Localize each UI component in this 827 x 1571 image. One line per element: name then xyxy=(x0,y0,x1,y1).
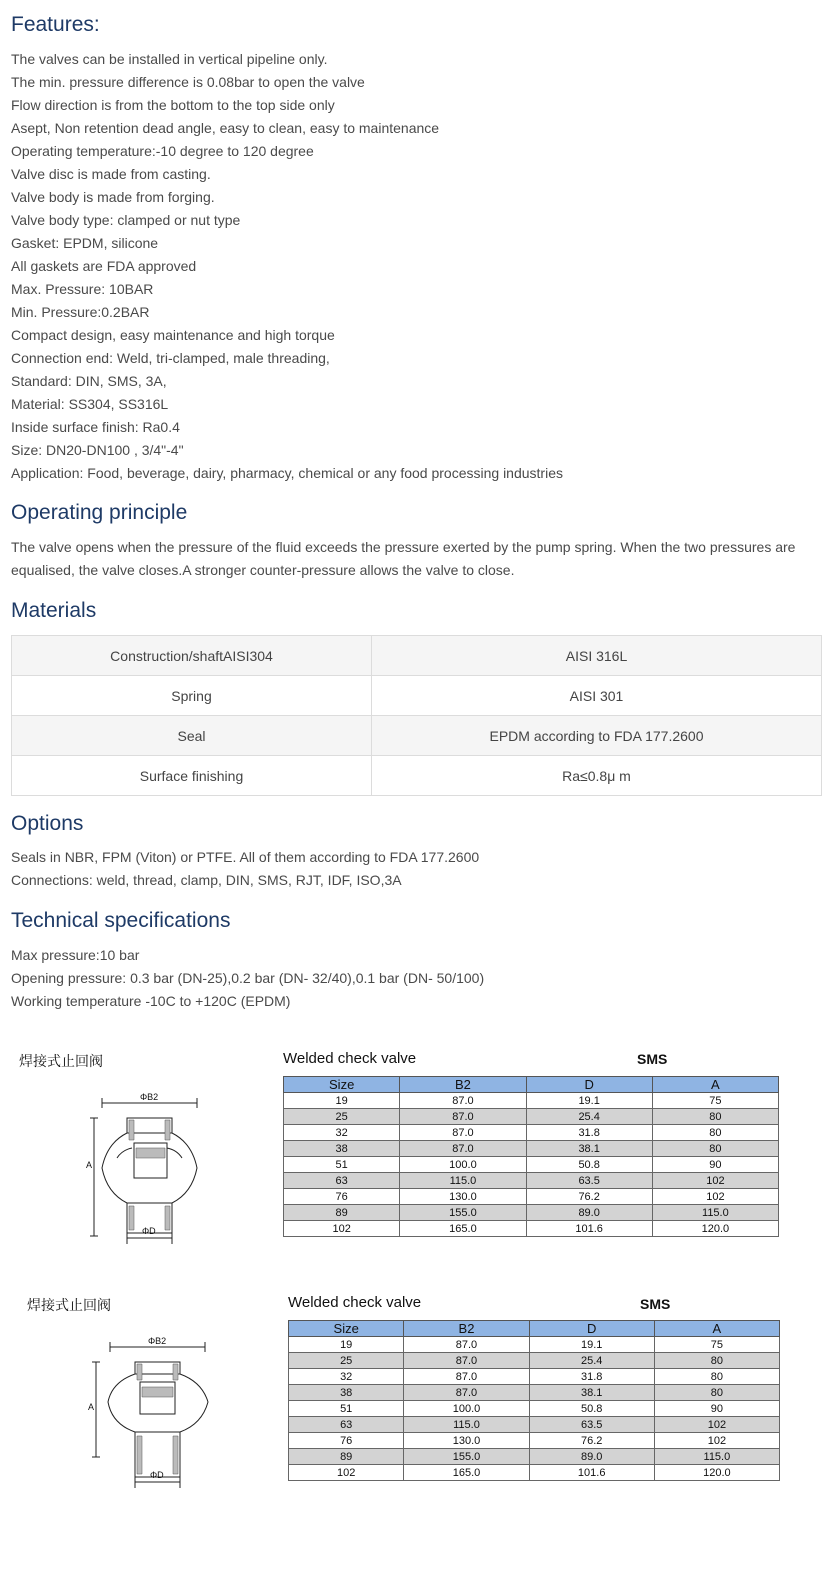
cell: 19 xyxy=(284,1093,400,1109)
cell: 76.2 xyxy=(529,1433,654,1449)
operating-title: Operating principle xyxy=(11,501,188,524)
feature-item: Flow direction is from the bottom to the top side only xyxy=(11,97,335,113)
table-row xyxy=(289,1433,780,1449)
cell: 80 xyxy=(654,1369,779,1385)
cell: 80 xyxy=(652,1141,778,1157)
cell: 130.0 xyxy=(400,1189,526,1205)
cell: 101.6 xyxy=(529,1465,654,1481)
cell: 87.0 xyxy=(404,1353,529,1369)
options-list xyxy=(11,846,479,892)
cell: 115.0 xyxy=(404,1417,529,1433)
cell: 51 xyxy=(289,1401,404,1417)
table-title: Welded check valve xyxy=(288,1294,422,1311)
cell: 89.0 xyxy=(529,1449,654,1465)
cn-label: 焊接式止回阀 xyxy=(19,1054,103,1070)
materials-title: Materials xyxy=(11,599,97,622)
cell: 63.5 xyxy=(529,1417,654,1433)
feature-item: The valves can be installed in vertical pipeline only. xyxy=(11,51,328,67)
cell: 102 xyxy=(652,1173,778,1189)
feature-item: The min. pressure difference is 0.08bar to open the valve xyxy=(11,74,365,90)
cell: 87.0 xyxy=(400,1093,526,1109)
cell: 101.6 xyxy=(526,1221,652,1237)
dim-d-label: ΦD xyxy=(142,1226,156,1236)
cell: 80 xyxy=(652,1109,778,1125)
cell: 76.2 xyxy=(526,1189,652,1205)
cell: 19.1 xyxy=(529,1337,654,1353)
materials-table xyxy=(11,635,822,796)
cell: 76 xyxy=(289,1433,404,1449)
feature-item: Gasket: EPDM, silicone xyxy=(11,235,159,251)
tech-item: Max pressure:10 bar xyxy=(11,947,140,963)
material-value: AISI 301 xyxy=(372,676,822,716)
cell: 100.0 xyxy=(404,1401,529,1417)
cell: 63 xyxy=(284,1173,400,1189)
cell: 102 xyxy=(652,1189,778,1205)
cell: 87.0 xyxy=(400,1141,526,1157)
feature-item: Compact design, easy maintenance and high torque xyxy=(11,327,335,343)
material-value: EPDM according to FDA 177.2600 xyxy=(372,716,822,756)
option-item: Seals in NBR, FPM (Viton) or PTFE. All of them according to FDA 177.2600 xyxy=(11,849,480,865)
table-row xyxy=(289,1385,780,1401)
feature-item: Application: Food, beverage, dairy, pharmacy, chemical or any food processing industries xyxy=(11,465,563,481)
table-row xyxy=(289,1417,780,1433)
table-title: Welded check valve xyxy=(283,1050,417,1067)
table-row xyxy=(289,1337,780,1353)
cell: 89.0 xyxy=(526,1205,652,1221)
tech-list xyxy=(11,944,484,1013)
material-value: AISI 316L xyxy=(372,636,822,676)
table-header-row xyxy=(284,1077,779,1093)
material-part: Spring xyxy=(12,676,372,716)
table-row xyxy=(289,1369,780,1385)
column-header: A xyxy=(654,1321,779,1337)
cell: 32 xyxy=(289,1369,404,1385)
cell: 75 xyxy=(652,1093,778,1109)
cell: 89 xyxy=(289,1449,404,1465)
cell: 165.0 xyxy=(404,1465,529,1481)
cell: 90 xyxy=(654,1401,779,1417)
valve-drawing xyxy=(72,1088,232,1248)
feature-item: Min. Pressure:0.2BAR xyxy=(11,304,150,320)
cell: 80 xyxy=(654,1385,779,1401)
cell: 63 xyxy=(289,1417,404,1433)
column-header: Size xyxy=(289,1321,404,1337)
table-row xyxy=(284,1221,779,1237)
cell: 25.4 xyxy=(529,1353,654,1369)
column-header: A xyxy=(652,1077,778,1093)
cell: 130.0 xyxy=(404,1433,529,1449)
feature-item: Valve body is made from forging. xyxy=(11,189,215,205)
cell: 102 xyxy=(654,1433,779,1449)
valve-drawing xyxy=(80,1332,240,1492)
cell: 25 xyxy=(289,1353,404,1369)
cell: 32 xyxy=(284,1125,400,1141)
cell: 38 xyxy=(289,1385,404,1401)
cell: 115.0 xyxy=(400,1173,526,1189)
standard-label: SMS xyxy=(637,1051,668,1067)
dim-d-label: ΦD xyxy=(150,1470,164,1480)
operating-text: The valve opens when the pressure of the fluid exceeds the pressure exerted by the pump spring. When the two pressures are equalised, the valve closes.A stronger counter-pressure allows the valve to close. xyxy=(11,539,796,578)
column-header: D xyxy=(526,1077,652,1093)
feature-item: Max. Pressure: 10BAR xyxy=(11,281,154,297)
cell: 115.0 xyxy=(652,1205,778,1221)
cell: 19.1 xyxy=(526,1093,652,1109)
feature-item: Inside surface finish: Ra0.4 xyxy=(11,419,180,435)
cell: 19 xyxy=(289,1337,404,1353)
options-title: Options xyxy=(11,812,84,835)
table-row xyxy=(289,1353,780,1369)
cell: 51 xyxy=(284,1157,400,1173)
cell: 155.0 xyxy=(404,1449,529,1465)
cn-label: 焊接式止回阀 xyxy=(27,1298,111,1314)
feature-item: Material: SS304, SS316L xyxy=(11,396,169,412)
cell: 89 xyxy=(284,1205,400,1221)
cell: 50.8 xyxy=(529,1401,654,1417)
dim-b2-label: ΦB2 xyxy=(148,1336,167,1346)
cell: 76 xyxy=(284,1189,400,1205)
column-header: Size xyxy=(284,1077,400,1093)
material-part: Surface finishing xyxy=(12,756,372,796)
feature-item: Operating temperature:-10 degree to 120 degree xyxy=(11,143,314,159)
cell: 87.0 xyxy=(400,1109,526,1125)
table-row xyxy=(284,1125,779,1141)
table-row xyxy=(289,1401,780,1417)
feature-item: Standard: DIN, SMS, 3A, xyxy=(11,373,167,389)
table-header-row xyxy=(289,1321,780,1337)
column-header: B2 xyxy=(400,1077,526,1093)
material-value: Ra≤0.8μ m xyxy=(372,756,822,796)
dimension-table xyxy=(288,1320,780,1481)
cell: 155.0 xyxy=(400,1205,526,1221)
dim-a-label: A xyxy=(86,1160,93,1170)
material-part: Construction/shaftAISI304 xyxy=(12,636,372,676)
cell: 115.0 xyxy=(654,1449,779,1465)
cell: 38.1 xyxy=(526,1141,652,1157)
dim-a-label: A xyxy=(88,1402,95,1412)
tech-title: Technical specifications xyxy=(11,909,231,932)
feature-item: Asept, Non retention dead angle, easy to clean, easy to maintenance xyxy=(11,120,440,136)
cell: 38.1 xyxy=(529,1385,654,1401)
cell: 165.0 xyxy=(400,1221,526,1237)
table-row xyxy=(289,1465,780,1481)
standard-label: SMS xyxy=(640,1296,671,1312)
table-row xyxy=(284,1141,779,1157)
cell: 87.0 xyxy=(400,1125,526,1141)
feature-item: Size: DN20-DN100 , 3/4"-4" xyxy=(11,442,184,458)
table-row xyxy=(12,676,822,716)
table-row xyxy=(289,1449,780,1465)
table-row xyxy=(284,1109,779,1125)
option-item: Connections: weld, thread, clamp, DIN, SMS, RJT, IDF, ISO,3A xyxy=(11,872,402,888)
material-part: Seal xyxy=(12,716,372,756)
table-row xyxy=(284,1189,779,1205)
cell: 80 xyxy=(652,1125,778,1141)
cell: 31.8 xyxy=(526,1125,652,1141)
feature-item: Connection end: Weld, tri-clamped, male threading, xyxy=(11,350,330,366)
feature-item: All gaskets are FDA approved xyxy=(11,258,197,274)
table-row xyxy=(12,756,822,796)
cell: 80 xyxy=(654,1353,779,1369)
cell: 25.4 xyxy=(526,1109,652,1125)
cell: 25 xyxy=(284,1109,400,1125)
features-list xyxy=(11,48,563,485)
features-title: Features: xyxy=(11,13,100,36)
cell: 38 xyxy=(284,1141,400,1157)
cell: 120.0 xyxy=(654,1465,779,1481)
tech-item: Working temperature -10C to +120C (EPDM) xyxy=(11,993,291,1009)
column-header: D xyxy=(529,1321,654,1337)
dimension-table xyxy=(283,1076,779,1237)
table-row xyxy=(284,1093,779,1109)
cell: 50.8 xyxy=(526,1157,652,1173)
cell: 75 xyxy=(654,1337,779,1353)
cell: 102 xyxy=(289,1465,404,1481)
feature-item: Valve disc is made from casting. xyxy=(11,166,211,182)
cell: 102 xyxy=(284,1221,400,1237)
cell: 100.0 xyxy=(400,1157,526,1173)
cell: 63.5 xyxy=(526,1173,652,1189)
table-row xyxy=(284,1205,779,1221)
cell: 31.8 xyxy=(529,1369,654,1385)
cell: 87.0 xyxy=(404,1385,529,1401)
table-row xyxy=(12,636,822,676)
column-header: B2 xyxy=(404,1321,529,1337)
feature-item: Valve body type: clamped or nut type xyxy=(11,212,241,228)
table-row xyxy=(284,1157,779,1173)
cell: 90 xyxy=(652,1157,778,1173)
cell: 102 xyxy=(654,1417,779,1433)
table-row xyxy=(12,716,822,756)
cell: 87.0 xyxy=(404,1369,529,1385)
table-row xyxy=(284,1173,779,1189)
cell: 87.0 xyxy=(404,1337,529,1353)
tech-item: Opening pressure: 0.3 bar (DN-25),0.2 bar (DN- 32/40),0.1 bar (DN- 50/100) xyxy=(11,970,485,986)
dim-b2-label: ΦB2 xyxy=(140,1092,159,1102)
cell: 120.0 xyxy=(652,1221,778,1237)
